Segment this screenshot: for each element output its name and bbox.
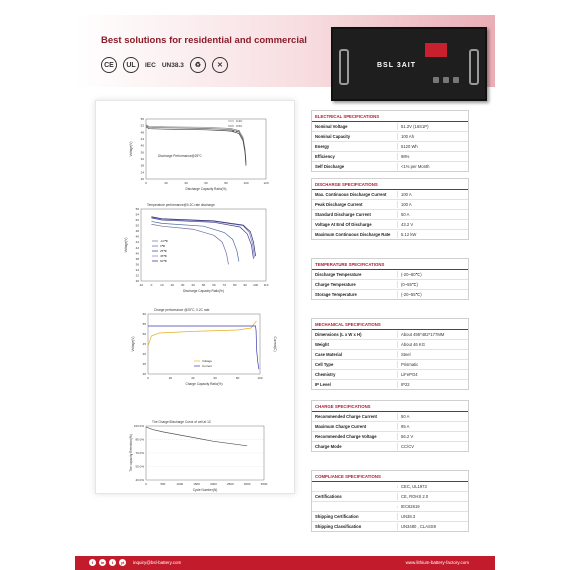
chart-title: Charge performance @25°C, 0.2C rate (154, 308, 210, 312)
x-tick-label: 0 (150, 283, 153, 287)
legend-label: 25℃ (160, 249, 167, 253)
x-tick-label: 2500 (226, 482, 234, 486)
x-tick-label: 100 (243, 181, 249, 185)
x-tick-label: 500 (160, 482, 166, 486)
y-axis-label: The capacity Retention(%) (129, 434, 133, 472)
x-tick-label: 90 (243, 283, 247, 287)
x-tick-label: 20 (170, 283, 174, 287)
x-tick-label: 10 (160, 283, 164, 287)
spec-value: Steel (401, 352, 411, 357)
battery-brand-logo: BSL 3AIT (377, 62, 416, 69)
spec-key: Weight (312, 341, 398, 348)
spec-row (312, 350, 468, 360)
y-axis-label: Voltage(V) (129, 141, 133, 157)
y-tick-label: 85.0% (135, 437, 144, 442)
spec-key: Nominal Capacity (312, 133, 398, 140)
y-tick-label: 32 (135, 273, 139, 278)
spec-row (312, 432, 468, 442)
section-title: TEMPERATURE SPECIFICATIONS (312, 259, 468, 270)
spec-row (312, 142, 468, 152)
spec-key: Nominal Voltage (312, 123, 398, 130)
y-tick-label: 42 (135, 245, 139, 250)
y-tick-label: 36 (135, 262, 139, 267)
x-tick-label: 70 (222, 283, 227, 287)
y-tick-label: 55 (142, 322, 146, 326)
spec-key: Dimensions (L x W x H) (312, 331, 398, 338)
spec-key: Shipping Certification (312, 513, 398, 520)
spec-row (312, 502, 468, 512)
temperature-specs-section (311, 258, 469, 300)
spec-value: 5120 Wh (401, 144, 418, 149)
x-tick-label: 60 (213, 376, 217, 380)
spec-value: 50 A (401, 212, 410, 217)
spec-row (312, 220, 468, 230)
x-tick-label: 1500 (193, 482, 200, 486)
battery-handle-left (339, 49, 349, 85)
legend-label: -10℃ (160, 239, 168, 243)
social-links (89, 559, 126, 566)
x-tick-label: 110 (263, 283, 269, 287)
legend-label: 1C (236, 129, 240, 133)
spec-value: 43.2 V (401, 222, 414, 227)
charts-svg (96, 101, 294, 493)
y-tick-label: 44 (140, 137, 144, 141)
spec-value: 100 Ah (401, 134, 415, 139)
y-tick-label: 45 (142, 342, 146, 346)
spec-key: Storage Temperature (312, 291, 398, 298)
spec-value: UN3480 , CLASS9 (401, 524, 436, 529)
y-tick-label: 100.0% (133, 424, 144, 428)
spec-row (312, 132, 468, 142)
spec-key: Shipping Classification (312, 523, 398, 530)
x-tick-label: 100 (253, 283, 259, 287)
iec-mark-icon: IEC (145, 61, 156, 69)
y-tick-label: 60 (142, 312, 146, 316)
y-tick-label: 40 (140, 143, 144, 148)
certification-icons (101, 57, 228, 73)
y2-axis-label: Current(C) (273, 336, 277, 352)
x-tick-label: 60 (212, 283, 216, 287)
spec-value: CEC, UL1973 (401, 484, 427, 489)
electrical-specs-section (311, 110, 469, 172)
spec-value: IP22 (401, 382, 410, 387)
spec-value: Prismatic (401, 362, 419, 367)
x-tick-label: 60 (204, 181, 208, 185)
x-tick-label: 30 (180, 283, 185, 287)
x-tick-label: 0 (145, 181, 147, 185)
y-tick-label: 50 (135, 223, 139, 228)
spec-value: 50 A (401, 414, 410, 419)
x-axis-label: Charge Capacity Ratio(%) (185, 382, 223, 386)
y-tick-label: 34 (135, 267, 139, 272)
spec-row (312, 330, 468, 340)
x-tick-label: 1000 (176, 482, 184, 486)
spec-value: 5.12 kW (401, 232, 417, 237)
spec-value: UN38.3 (401, 514, 416, 519)
section-title: ELECTRICAL SPECIFICATIONS (312, 111, 468, 122)
linkedin-icon[interactable]: in (100, 560, 105, 565)
x-tick-label: 40 (191, 376, 195, 380)
spec-value: 56.2 V (401, 434, 414, 439)
y-tick-label: 28 (140, 163, 144, 168)
spec-value: IEC62619 (401, 504, 420, 509)
spec-value: (-20~60℃) (401, 272, 422, 277)
spec-row (312, 492, 468, 502)
spec-key: Voltage At End Of Discharge (312, 221, 398, 228)
legend-label: 60℃ (160, 259, 167, 263)
battery-port (453, 77, 459, 83)
spec-value: About 46 KG (401, 342, 425, 347)
y-tick-label: 48 (135, 229, 139, 234)
spec-value: 95 A (401, 424, 410, 429)
x-axis-label: Cycle Number(N) (192, 488, 218, 492)
battery-port (433, 77, 439, 83)
spec-key: IP Level (312, 381, 398, 388)
ce-mark-icon: CE (101, 57, 117, 73)
x-tick-label: 80 (233, 283, 237, 287)
x-tick-label: 0 (145, 482, 147, 486)
x-axis-label: Discharge Capacity Ratio(%) (183, 289, 224, 293)
section-title: DISCHARGE SPECIFICATIONS (312, 179, 468, 190)
x-tick-label: 100 (257, 376, 263, 380)
y-tick-label: 38 (135, 256, 139, 261)
battery-handle-right (469, 49, 479, 85)
spec-key: Max. Continuous Discharge Current (312, 191, 398, 198)
y-tick-label: 20 (140, 177, 144, 181)
spec-key: Charge Temperature (312, 281, 398, 288)
spec-key (312, 486, 398, 488)
spec-row (312, 230, 468, 239)
x-tick-label: -10 (138, 283, 144, 287)
discharge-specs-section (311, 178, 469, 240)
y-tick-label: 54 (135, 212, 139, 217)
y-tick-label: 52 (135, 218, 139, 223)
x-axis-label: Discharge Capacity Ratio(%) (185, 187, 227, 191)
spec-key: Maximum Continuous Discharge Rate (312, 231, 398, 238)
y-tick-label: 35 (142, 362, 146, 366)
legend-label: 0.2C (236, 119, 243, 123)
legend-label: 0℃ (160, 244, 166, 248)
spec-value: LiFePO4 (401, 372, 418, 377)
facebook-icon[interactable]: f (89, 559, 96, 566)
ul-mark-icon: UL (123, 57, 139, 73)
y-tick-label: 40 (142, 352, 146, 356)
spec-row (312, 162, 468, 171)
y-tick-label: 30 (142, 372, 146, 376)
spec-key: Maximum Charge Current (312, 423, 398, 430)
x-tick-label: 80 (224, 181, 228, 185)
x-tick-label: 20 (164, 181, 168, 185)
x-tick-label: 2000 (210, 482, 217, 486)
spec-key: Energy (312, 143, 398, 150)
spec-key: Efficiency (312, 153, 398, 160)
legend-label: Current (202, 364, 213, 368)
x-tick-label: 0 (147, 376, 149, 380)
y-tick-label: 40 (135, 251, 139, 256)
spec-row (312, 340, 468, 350)
y-tick-label: 36 (140, 150, 144, 155)
twitter-icon[interactable]: t (109, 559, 116, 566)
y-tick-label: 48 (140, 130, 144, 135)
spec-row (312, 380, 468, 389)
header-title: Best solutions for residential and commercial (101, 35, 307, 46)
y-tick-label: 46 (135, 234, 139, 239)
y-axis-label: Voltage(V) (131, 336, 135, 352)
spec-row (312, 152, 468, 162)
mechanical-specs-section (311, 318, 469, 390)
chart-title: Temperature performance@0.2C rate discharge (147, 203, 215, 207)
spec-value: 100 A (401, 202, 412, 207)
footer-website[interactable]: www.lithium-battery-factory.com (405, 560, 469, 565)
spec-row (312, 280, 468, 290)
y-tick-label: 30 (135, 279, 139, 283)
spec-key: Peak Discharge Current (312, 201, 398, 208)
spec-value: (0~55℃) (401, 282, 418, 287)
footer-email[interactable]: inquiry@bsl-battery.com (133, 560, 182, 565)
x-tick-label: 120 (263, 181, 269, 185)
battery-port (443, 77, 449, 83)
y-axis-label: Voltage(V) (124, 237, 128, 253)
spec-row (312, 190, 468, 200)
section-title: CHARGE SPECIFICATIONS (312, 401, 468, 412)
legend-label: 45℃ (160, 254, 167, 258)
footer-bar (75, 556, 495, 570)
x-tick-label: 20 (168, 376, 173, 380)
x-tick-label: 40 (184, 181, 188, 185)
legend-label: 0.5C (236, 124, 243, 128)
x-tick-label: 80 (235, 376, 240, 380)
chart-title: Discharge Performance@25°C (158, 154, 202, 158)
spec-row (312, 370, 468, 380)
spec-key: Discharge Temperature (312, 271, 398, 278)
spec-row (312, 512, 468, 522)
compliance-specs-section (311, 470, 469, 532)
spec-key: Self Discharge (312, 163, 398, 170)
chart-title: The Charge/Discharge Curve of cell at 1C (152, 420, 212, 424)
x-tick-label: 40 (191, 283, 195, 287)
spec-value: <1% per Month (401, 164, 430, 169)
x-tick-label: 50 (201, 283, 206, 287)
spec-row (312, 412, 468, 422)
spec-value: CE, ROHS 2.0 (401, 494, 429, 499)
spec-key: Standard Discharge Current (312, 211, 398, 218)
spec-row (312, 522, 468, 531)
spec-key: Certifications (312, 493, 398, 500)
y-tick-label: 55.0% (135, 464, 144, 469)
spec-row (312, 200, 468, 210)
header-banner (75, 15, 495, 87)
datasheet-page (75, 0, 495, 570)
spec-value: 51.2V (16S1P) (401, 124, 429, 129)
y-tick-label: 52 (140, 123, 144, 128)
spec-key: Charge Mode (312, 443, 398, 450)
spec-key: Case Material (312, 351, 398, 358)
spec-row (312, 360, 468, 370)
spec-value: About 495*482*177MM (401, 332, 445, 337)
y-tick-label: 70.0% (135, 451, 144, 455)
youtube-icon[interactable]: yt (120, 560, 125, 565)
y-tick-label: 44 (135, 240, 139, 245)
spec-value: CC/CV (401, 444, 415, 449)
spec-row (312, 482, 468, 492)
spec-key: Recommended Charge Voltage (312, 433, 398, 440)
spec-key: Cell Type (312, 361, 398, 368)
y-tick-label: 56 (135, 207, 139, 211)
spec-row (312, 122, 468, 132)
spec-row (312, 422, 468, 432)
performance-charts-panel (95, 100, 295, 494)
battery-red-panel (425, 43, 447, 57)
y-tick-label: 32 (140, 157, 144, 161)
spec-key: Chemistry (312, 371, 398, 378)
spec-row (312, 290, 468, 299)
spec-row (312, 210, 468, 220)
x-tick-label: 3500 (260, 482, 268, 486)
spec-value: 98% (401, 154, 410, 159)
spec-key: Recommended Charge Current (312, 413, 398, 420)
legend-label: Voltage (202, 359, 213, 363)
recycle-icon: ♻ (190, 57, 206, 73)
y-tick-label: 40.0% (135, 478, 144, 482)
spec-row (312, 442, 468, 451)
y-tick-label: 24 (140, 170, 144, 175)
y-tick-label: 50 (142, 332, 146, 336)
weee-bin-icon: ✕ (212, 57, 228, 73)
section-title: MECHANICAL SPECIFICATIONS (312, 319, 468, 330)
battery-product-image (331, 27, 487, 101)
un383-mark-icon: UN38.3 (161, 61, 184, 69)
spec-key (312, 506, 398, 508)
spec-value: (-20~55℃) (401, 292, 422, 297)
section-title: COMPLIANCE SPECIFICATIONS (312, 471, 468, 482)
spec-value: 100 A (401, 192, 412, 197)
y-tick-label: 56 (140, 117, 144, 121)
charge-specs-section (311, 400, 469, 452)
x-tick-label: 3000 (243, 482, 251, 486)
spec-row (312, 270, 468, 280)
